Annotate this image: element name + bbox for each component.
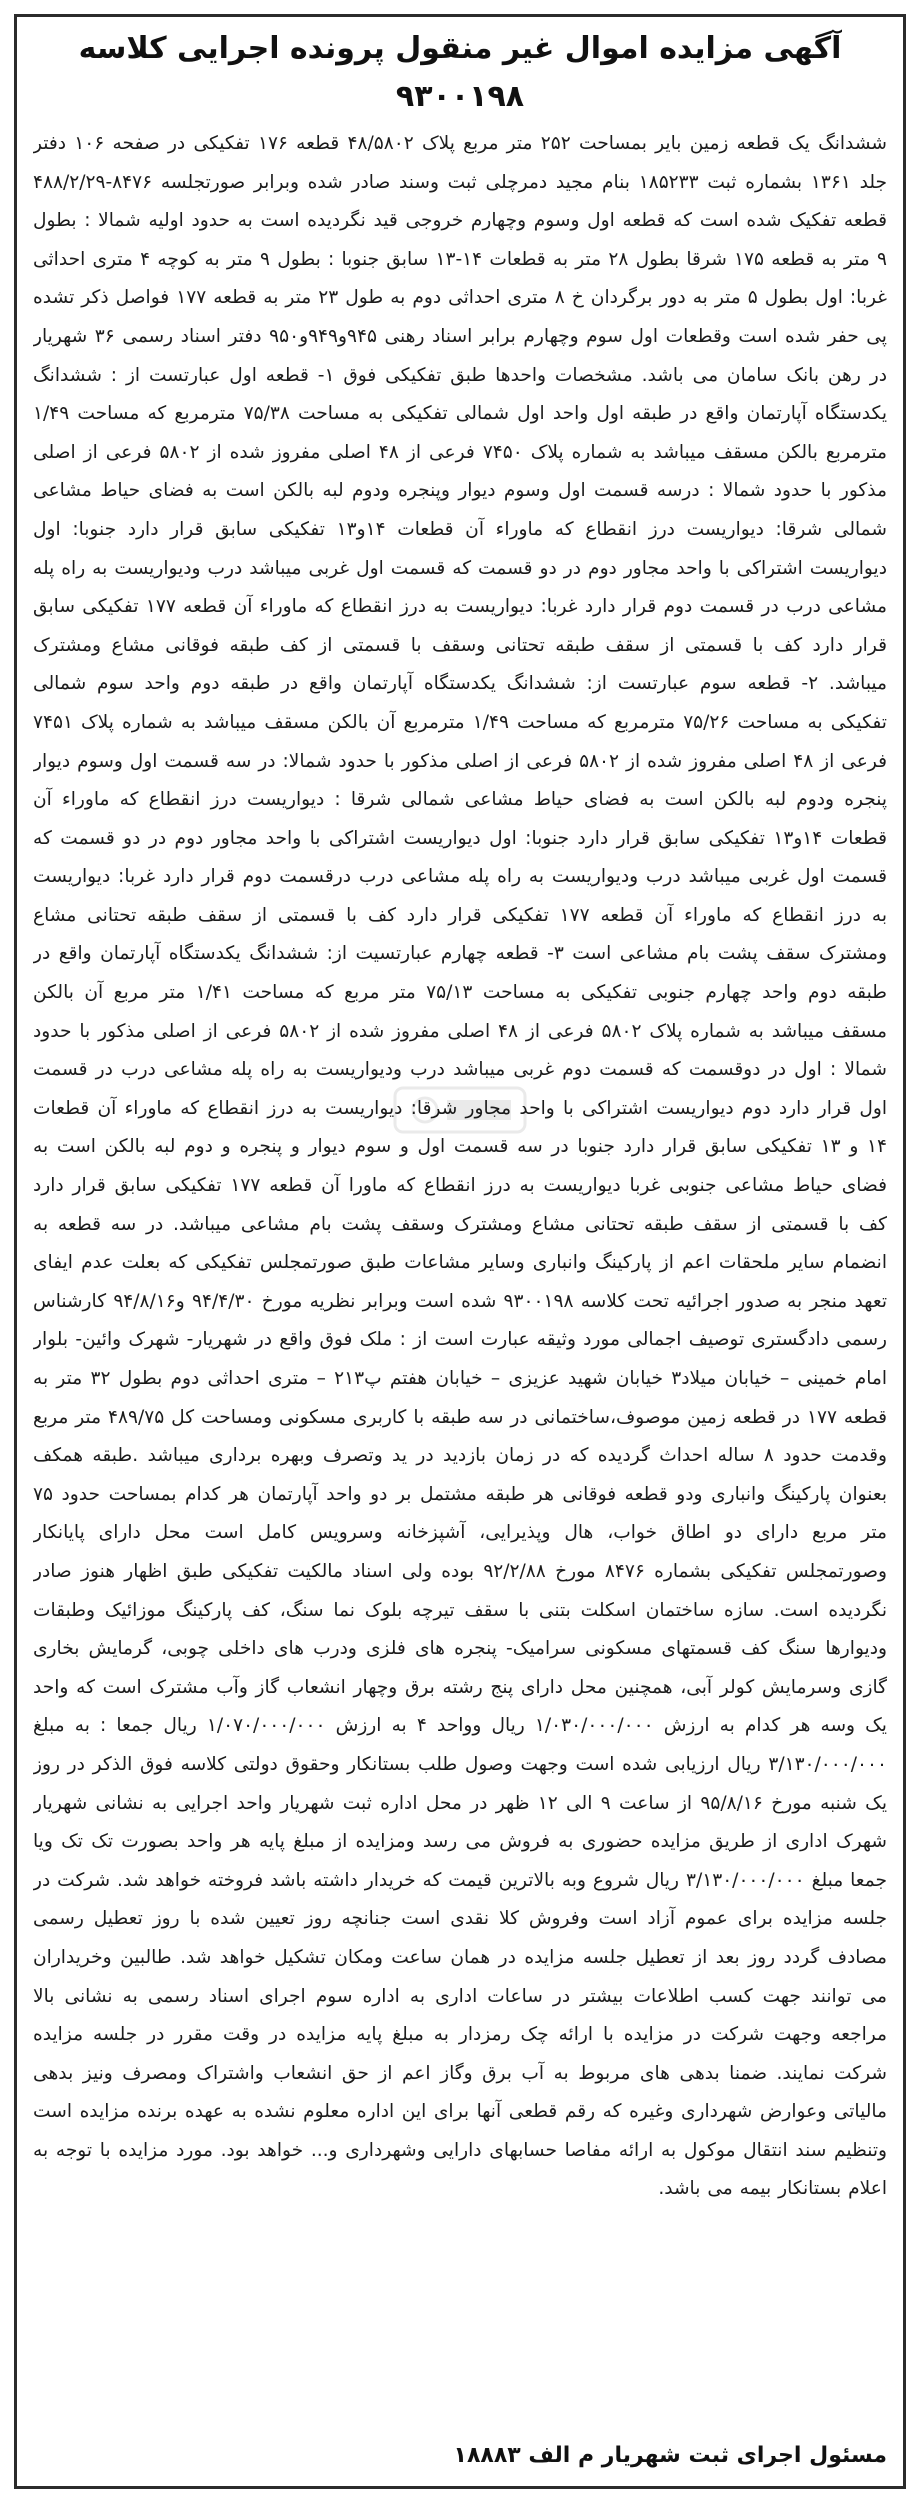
notice-body: ششدانگ یک قطعه زمین بایر بمساحت ۲۵۲ متر مربع پلاک ۴۸/۵۸۰۲ قطعه ۱۷۶ تفکیکی در صفحه ۱۰۶ دفتر جلد ۱۳۶۱ بشماره ثبت ۱۸۵۲۳۳ بنام مجید دمرچلی ثبت وسند صادر شده وبرابر صورتجلسه ۸۴۷۶-۴۸۸/۲/۲۹ قطعه تفکیک شده است که قطعه اول وسوم وچهارم خروجی قید نگردیده است به حدود اولیه شمالا : بطول ۹ متر به قطعه ۱۷۵ شرقا بطول ۲۸ متر به قطعات ۱۴-۱۳ سابق جنوبا : بطول ۹ متر به کوچه ۴ متری احداثی غربا: اول بطول ۵ متر به دور برگردان خ ۸ متری احداثی دوم به طول ۲۳ متر به قطعه ۱۷۷ فواصل ذکر تشده پی حفر شده است وقطعات اول سوم وچهارم برابر اسناد رهنی ۹۴۵و۹۴۹و۹۵۰ دفتر اسناد رسمی ۳۶ شهریار در رهن بانک سامان می باشد. مشخصات واحدها طبق تفکیکی فوق ۱- قطعه اول عبارتست از : ششدانگ یکدستگاه آپارتمان واقع در طبقه اول واحد اول شمالی تفکیکی به مساحت ۷۵/۳۸ مترمربع که مساحت ۱/۴۹ مترمربع بالکن مسقف میباشد به شماره پلاک ۷۴۵۰ فرعی از ۴۸ اصلی مفروز شده از ۵۸۰۲ فرعی از اصلی مذکور با حدود شمالا : درسه قسمت اول وسوم دیوار وپنجره ودوم لبه بالکن است به فضای حیاط مشاعی شمالی شرقا: دیواریست درز انقطاع که ماوراء آن قطعات ۱۴و۱۳ تفکیکی سابق قرار دارد جنوبا: اول دیواریست اشتراکی با واحد مجاور دوم در دو قسمت که قسمت اول غربی میباشد درب ودیواریست به راه پله مشاعی درب در قسمت دوم قرار دارد غربا: دیواریست به درز انقطاع که ماوراء آن قطعه ۱۷۷ تفکیکی سابق قرار دارد کف با قسمتی از سقف طبقه تحتانی وسقف با قسمتی از کف طبقه فوقانی مشاع ومشترک میباشد. ۲- قطعه سوم عبارتست از: ششدانگ یکدستگاه آپارتمان واقع در طبقه دوم واحد سوم شمالی تفکیکی به مساحت ۷۵/۲۶ مترمربع که مساحت ۱/۴۹ مترمربع آن بالکن مسقف میباشد به شماره پلاک ۷۴۵۱ فرعی از ۴۸ اصلی مفروز شده از ۵۸۰۲ فرعی از اصلی مذکور با حدود شمالا: در سه قسمت اول وسوم دیوار پنجره ودوم لبه بالکن است به فضای حیاط مشاعی شمالی شرقا : دیواریست درز انقطاع که ماوراء آن قطعات ۱۴و۱۳ تفکیکی سابق قرار دارد جنوبا: اول دیواریست اشتراکی با واحد مجاور دوم در دو قسمت که قسمت اول غربی میباشد درب ودیواریست به راه پله مشاعی درب درقسمت دوم قرار دارد غربا: دیواریست به درز انقطاع که ماوراء آن قطعه ۱۷۷ تفکیکی قرار دارد کف با قسمتی از سقف طبقه تحتانی مشاع ومشترک سقف پشت بام مشاعی است ۳- قطعه چهارم عبارتسیت از: ششدانگ یکدستگاه آپارتمان واقع در طبقه دوم واحد چهارم جنوبی تفکیکی به مساحت ۷۵/۱۳ متر مربع که مساحت ۱/۴۱ متر مربع آن بالکن مسقف میباشد به شماره پلاک ۵۸۰۲ فرعی از ۴۸ اصلی مفروز شده از ۵۸۰۲ فرعی از اصلی مذکور با حدود شمالا : اول در دوقسمت که قسمت دوم غربی میباشد درب ودیواریست به راه پله مشاعی درب در قسمت اول قرار دارد دوم دیواریست اشتراکی با واحد مجاور شرقا: دیواریست به درز انقطاع که ماوراء آن قطعات ۱۴ و ۱۳ تفکیکی سابق قرار دارد جنوبا در سه قسمت اول و سوم دیوار و پنجره و دوم لبه بالکن است به فضای حیاط مشاعی جنوبی غربا دیواریست به درز انقطاع که ماورا آن قطعه ۱۷۷ تفکیکی سابق قرار دارد کف با قسمتی از سقف طبقه تحتانی مشاع ومشترک وسقف پشت بام مشاعی میباشد. در سه قطعه به انضمام سایر ملحقات اعم از پارکینگ وانباری وسایر مشاعات طبق صورتمجلس تفکیکی که بعلت عدم ایفای تعهد منجر به صدور اجرائیه تحت کلاسه ۹۳۰۰۱۹۸ شده است وبرابر نظریه مورخ ۹۴/۴/۳۰ و۹۴/۸/۱۶ کارشناس رسمی دادگستری توصیف اجمالی مورد وثیقه عبارت است از : ملک فوق واقع در شهریار- شهرک وائین- بلوار امام خمینی – خیابان میلاد۳ خیابان شهید عزیزی – خیابان هفتم پ۲۱۳ – متری احداثی دوم بطول ۳۲ متر به قطعه ۱۷۷ در قطعه زمین موصوف،ساختمانی در سه طبقه با کاربری مسکونی ومساحت کل ۴۸۹/۷۵ متر مربع وقدمت حدود ۸ ساله احداث گردیده که در زمان بازدید در ید وتصرف وبهره برداری میباشد .طبقه همکف بعنوان پارکینگ وانباری ودو قطعه فوقانی هر طبقه مشتمل بر دو واحد آپارتمان هر کدام بمساحت حدود ۷۵ متر مربع دارای دو اطاق خواب، هال وپذیرایی، آشپزخانه وسرویس کامل است محل دارای پایانکار وصورتمجلس تفکیکی بشماره ۸۴۷۶ مورخ ۹۲/۲/۸۸ بوده ولی اسناد مالکیت تفکیکی طبق اظهار هنوز صادر نگردیده است. سازه ساختمان اسکلت بتنی با سقف تیرچه بلوک نما سنگ، کف پارکینگ موزائیک وطبقات ودیوارها سنگ کف قسمتهای مسکونی سرامیک- پنجره های فلزی ودرب های داخلی چوبی، گرمایش بخاری گازی وسرمایش کولر آبی، همچنین محل دارای پنج رشته برق وچهار انشعاب گاز وآب مشترک است که واحد یک وسه هر کدام به ارزش ۱/۰۳۰/۰۰۰/۰۰۰ ریال وواحد ۴ به ارزش ۱/۰۷۰/۰۰۰/۰۰۰ ریال جمعا : به مبلغ ۳/۱۳۰/۰۰۰/۰۰۰ ریال ارزیابی شده است وجهت وصول طلب بستانکار وحقوق دولتی کلاسه فوق الذکر در روز یک شنبه مورخ ۹۵/۸/۱۶ از ساعت ۹ الی ۱۲ ظهر در محل اداره ثبت شهریار واحد اجرایی به نشانی شهریار شهرک اداری از طریق مزایده حضوری به فروش می رسد ومزایده از مبلغ پایه هر واحد بصورت تک تک ویا جمعا مبلغ ۳/۱۳۰/۰۰۰/۰۰۰ ریال شروع وبه بالاترین قیمت که خریدار داشته باشد فروخته خواهد شد. شرکت در جلسه مزایده برای عموم آزاد است وفروش کلا نقدی است جنانچه روز تعیین شده با روز تعطیل رسمی مصادف گردد روز بعد از تعطیل جلسه مزایده در همان ساعت ومکان تشکیل خواهد شد. طالبین وخریداران می توانند جهت کسب اطلاعات بیشتر در ساعات اداری به اداره سوم اجرای اسناد رسمی به نشانی بالا مراجعه وجهت شرکت در مزایده با ارائه چک رمزدار به مبلغ پایه مزایده در وقت مقرر در جلسه مزایده شرکت نمایند. ضمنا بدهی های مربوط به آب برق وگاز اعم از حق انشعاب واشتراک ومصرف ونیز بدهی مالیاتی وعوارض شهرداری وغیره که رقم قطعی آنها برای این اداره معلوم نشده به عهده برنده مزایده است وتنظیم سند انتقال موکول به ارائه مفاصا حسابهای دارایی وشهرداری و... خواهد بود. مورد مزایده با توجه به اعلام بستانکار بیمه می باشد. xyxy=(33,133,887,2200)
notice-title: آگهی مزایده اموال غیر منقول پرونده اجرایی کلاسه ۹۳۰۰۱۹۸ xyxy=(78,31,842,114)
notice-signature: مسئول اجرای ثبت شهریار م الف ۱۸۸۸۳ xyxy=(453,2443,887,2468)
notice-frame xyxy=(14,14,906,2489)
